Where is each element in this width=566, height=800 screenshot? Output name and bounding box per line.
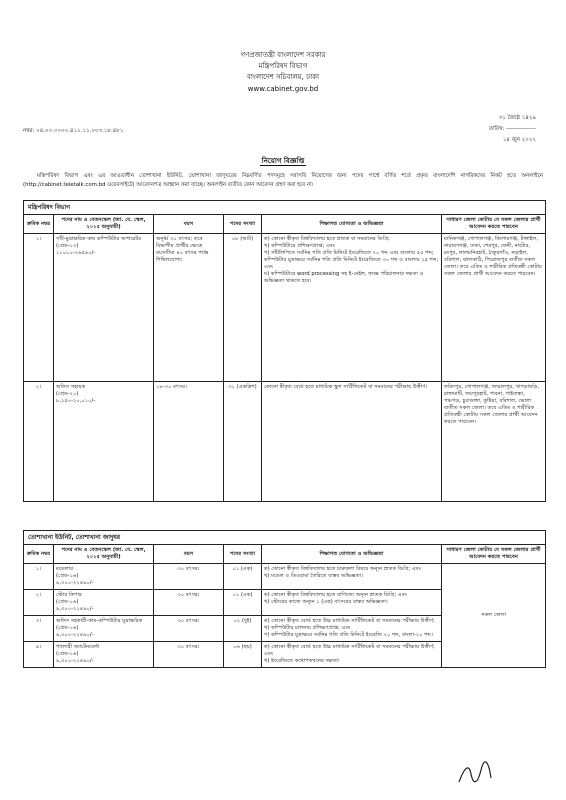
post-scale: ১১০০০-২৬৫৯০/-: [56, 250, 96, 256]
qual-item: ক) কোনো স্বীকৃত বিশ্ববিদ্যালয় হতে চারুকলা বিষয়ে অন্যূন স্নাতক ডিগ্রি; এবং: [264, 566, 421, 572]
post-scale: ৯,৩০০-২২৪৯০/-: [56, 580, 94, 586]
section1-header-row: [24, 215, 546, 234]
qual-item: খ) কম্পিউটারে প্রশিক্ষণপ্রাপ্ত; এবং: [264, 243, 336, 249]
row-age: ৩০ বৎসর।: [154, 590, 224, 616]
row-qual: [262, 564, 442, 590]
post-grade: (গ্রেড-২০): [56, 391, 79, 397]
header-address: বাংলাদেশ সচিবালয়, ঢাকা: [246, 73, 320, 81]
row-district: ফরিদপুর, গোপালগঞ্জ, জামালপুর, খাগড়াছড়ি, রাঙ্গামাটি, জয়পুরহাট, পাবনা, গাইবান্ধা, পঞ্চগড়, চুয়াডাঙ্গা, কুষ্টিয়া, বরিশাল, ভোলা ব্যতীত সকল জেলা। তবে এতিম ও শারীরিক প্রতিবন্ধী কোটায় সকল জেলার প্রার্থী আবেদন করতে পারবেন।: [442, 382, 546, 502]
row-count: ৩১ (একত্রিশ): [224, 382, 262, 502]
section2-title: তোশাখানা ইউনিট, তোশাখানা জাদুঘর: [24, 531, 546, 545]
col-age: বয়স: [154, 215, 224, 234]
row-post: [54, 234, 154, 382]
row-count: ০৮ (আট): [224, 234, 262, 382]
row-sl: ২।: [24, 590, 54, 616]
qual-item: ক) কোনো স্বীকৃত বিশ্ববিদ্যালয় হতে স্নাতক বা সমমানের ডিগ্রি;: [264, 236, 390, 242]
row-sl: ১।: [24, 564, 54, 590]
row-count: ০১ (এক): [224, 564, 262, 590]
header-division: মন্ত্রিপরিষদ বিভাগ: [258, 62, 308, 70]
section2-header-row: [24, 545, 546, 564]
row-sl: ১।: [24, 234, 54, 382]
section1-table: [23, 200, 546, 502]
section1-title: মন্ত্রিপরিষদ বিভাগ: [24, 201, 546, 215]
post-name: অফিস সহায়ক: [56, 384, 86, 390]
row-post: [54, 590, 154, 616]
qual-item: গ) সাঁটলিপিতে সর্বনিম্ন গতি প্রতি মিনিটে ইংরেজিতে ৭০ শব্দ এবং বাংলায় ৫৫ শব্দ; কম্পিউটার মুদ্রাক্ষরে সর্বনিম্ন গতি প্রতি মিনিটে ইংরেজিতে ৩০ শব্দ ও বাংলায় ২৫ শব্দ; এবং: [264, 250, 439, 270]
row-post: [54, 564, 154, 590]
col-district: সাধারণ জেলা কোটায় যে সকল জেলার প্রার্থী আবেদন করতে পারবেন: [442, 215, 546, 234]
post-grade: (গ্রেড-১৬): [56, 573, 79, 579]
memo-number: নম্বর: ০৪.০০.০০০০.৪১১.১১.০০৩.১৮.৪৮১: [23, 128, 124, 134]
date-label: তারিখ: ---------------: [488, 126, 536, 132]
row-qual: [262, 590, 442, 616]
post-name: মডেলার: [56, 566, 74, 572]
post-grade: (গ্রেড-১৬): [56, 651, 79, 657]
col-post: পদের নাম ও বেতনস্কেল (জা. বে. স্কেল, ২০১৫ অনুযায়ী): [54, 215, 154, 234]
row-sl: ৪।: [24, 642, 54, 668]
table-row: [24, 382, 546, 502]
notice-title: [0, 155, 566, 167]
row-post: [54, 642, 154, 668]
qual-item: খ) কম্পিউটার চালনায় প্রশিক্ষণপ্রাপ্ত; এবং: [264, 625, 351, 631]
row-district: সকল জেলা: [442, 564, 546, 668]
col-qual: শিক্ষাগত যোগ্যতা ও অভিজ্ঞতা: [262, 545, 442, 564]
row-count: ০১ (এক): [224, 590, 262, 616]
col-sl: ক্রমিক নম্বর: [24, 545, 54, 564]
qual-item: গ) কম্পিউটার মুদ্রাক্ষরে সর্বনিম্ন গতি প্রতি মিনিটে ইংরেজি ২০ শব্দ, বাংলা-২০ শব্দ।: [264, 632, 433, 638]
row-age: ১৮-৩০ বৎসর।: [154, 382, 224, 502]
col-district: সাধারণ জেলা কোটায় যে সকল জেলার প্রার্থী আবেদন করতে পারবেন: [442, 545, 546, 564]
row-count: ০২ (দুই): [224, 616, 262, 642]
post-grade: (গ্রেড-১৩): [56, 243, 79, 249]
post-scale: ৯,৩০০-২২৪৯০/-: [56, 606, 94, 612]
date-english: ১৪ জুন ২০২২: [502, 137, 536, 143]
col-post: পদের নাম ও বেতনস্কেল (জা. বে. স্কেল, ২০১৫ অনুযায়ী): [54, 545, 154, 564]
qual-item: কোনো স্বীকৃত বোর্ড হতে মাধ্যমিক স্কুল সার্টিফিকেট বা সমমানের পরীক্ষায় উত্তীর্ণ।: [264, 384, 428, 390]
post-name: সাঁট-মুদ্রাক্ষরিক কাম কম্পিউটার অপারেটর: [56, 236, 142, 242]
row-age: ৩০ বৎসর।: [154, 642, 224, 668]
row-post: [54, 382, 154, 502]
post-name: অফিস সহকারী-কাম-কম্পিউটার মুদ্রাক্ষরিক: [56, 618, 143, 624]
row-post: [54, 616, 154, 642]
post-name: স্টোর কিপার: [56, 592, 82, 598]
row-age: ৩০ বৎসর।: [154, 616, 224, 642]
post-grade: (গ্রেড-১৬): [56, 599, 79, 605]
row-qual: [262, 642, 442, 668]
qual-item: খ) মডেল ও ডিওরামা তৈরিতে বাস্তব অভিজ্ঞতা।: [264, 573, 364, 579]
row-district: মানিকগঞ্জ, গোপালগঞ্জ, কিশোরগঞ্জ, টাঙ্গাইল, নারায়ণগঞ্জ, ঢাকা, শেরপুর, ফেনী, নাটোর, রংপুর, লালমনিরহাট, ঠাকুরগাঁও, নড়াইল, বরিশাল, ঝালকাঠি, পিরোজপুর ব্যতীত সকল জেলা। তবে এতিম ও শারীরিক প্রতিবন্ধী কোটায় সকল জেলার প্রার্থী আবেদন করতে পারবেন।: [442, 234, 546, 382]
header-govt: গণপ্রজাতন্ত্রী বাংলাদেশ সরকার: [240, 51, 326, 59]
qual-item: খ) স্টোরের কাজে অন্যূন ১ (এক) বৎসরের বাস্তব অভিজ্ঞতা।: [264, 599, 388, 605]
post-scale: ৯,৩০০-২২৪৯০/-: [56, 632, 94, 638]
row-age: ৩০ বৎসর।: [154, 564, 224, 590]
qual-item: ক) কোনো স্বীকৃত বোর্ড হতে উচ্চ মাধ্যমিক সার্টিফিকেট বা সমমানের পরীক্ষায় উত্তীর্ণ;: [264, 618, 435, 624]
col-count: পদের সংখ্যা: [224, 545, 262, 564]
signature-mark: [455, 760, 495, 788]
post-scale: ৯,৩০০-২২৪৯০/-: [56, 658, 94, 664]
table-row: [24, 234, 546, 382]
row-age: অনূর্ধ্ব ৩০ বৎসর; তবে বিভাগীয় প্রার্থীর ক্ষেত্রে বয়সসীমা ৪০ বৎসর পর্যন্ত শিথিলযোগ্য।: [154, 234, 224, 382]
col-sl: ক্রমিক নম্বর: [24, 215, 54, 234]
row-qual: [262, 616, 442, 642]
col-age: বয়স: [154, 545, 224, 564]
post-scale: ৮,২৫০-২০,০১০/-: [56, 398, 96, 404]
date-block: [489, 113, 536, 146]
row-qual: [262, 234, 442, 382]
date-bangla: ৩১ জ্যৈষ্ঠ ১৪২৯: [498, 115, 536, 121]
qual-item: খ) ইংরেজিতে কথোপকথনের দক্ষতা।: [264, 658, 340, 664]
row-sl: ৩।: [24, 616, 54, 642]
row-sl: ২।: [24, 382, 54, 502]
row-count: ০৬ (ছয়): [224, 642, 262, 668]
notice-title-text: নিয়োগ বিজ্ঞপ্তি: [261, 157, 305, 165]
header-website[interactable]: www.cabinet.gov.bd: [247, 85, 319, 93]
col-qual: শিক্ষাগত যোগ্যতা ও অভিজ্ঞতা: [262, 215, 442, 234]
qual-item: ঘ) কম্পিউটারে word processing সহ ই-মেইল, ফ্যাক্স পরিচালনার দক্ষতা ও অভিজ্ঞতা থাকতে হবে।: [264, 271, 424, 284]
post-grade: (গ্রেড-১৬): [56, 625, 79, 631]
qual-item: ক) কোনো স্বীকৃত বিশ্ববিদ্যালয় হতে বাণিজ্যে অন্যূন স্নাতক ডিগ্রি; এবং: [264, 592, 407, 598]
row-qual: [262, 382, 442, 502]
table-row: [24, 564, 546, 590]
col-count: পদের সংখ্যা: [224, 215, 262, 234]
section2-table: [23, 530, 546, 668]
qual-item: ক) কোনো স্বীকৃত বোর্ড হতে উচ্চ মাধ্যমিক সার্টিফিকেট বা সমমানের পরীক্ষায় উত্তীর্ণ; এবং: [264, 644, 435, 657]
intro-paragraph: মন্ত্রিপরিষদ বিভাগ এবং এর আওতাধীন তোশাখানা ইউনিট, তোশাখানা জাদুঘরের নিম্নবর্ণিত পদসমূহে সরাসরি নিয়োগের জন্য পদের পার্শ্বে বর্ণিত শর্তে প্রকৃত বাংলাদেশি নাগরিকদের নিকট হতে অনলাইনে (http://cabinet.teletalk.com.bd ওয়েবসাইটে) আবেদনপত্র আহ্বান করা যাচ্ছে। অনলাইন ব্যতীত কোন আবেদন গ্রহণ করা হবে না।: [23, 173, 543, 188]
post-name: গ্যালারী অ্যাটেনডেন্ট: [56, 644, 100, 650]
